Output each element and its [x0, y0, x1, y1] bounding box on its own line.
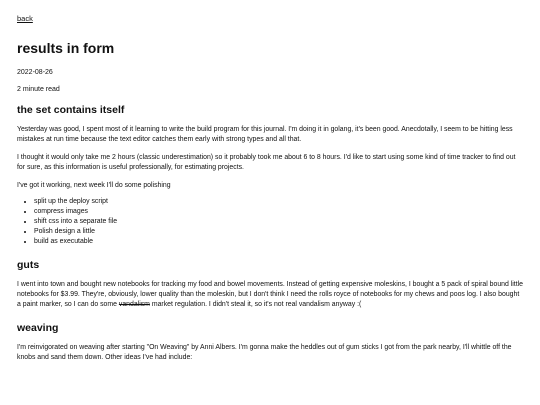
paragraph-text: market regulation. I didn't steal it, so it's not real vandalism anyway :(	[151, 301, 362, 308]
struck-word: vandalism	[118, 301, 150, 308]
section-guts	[17, 259, 523, 310]
list-item: • compress images	[34, 207, 523, 217]
paragraph: I'm reinvigorated on weaving after starting "On Weaving" by Anni Albers. I'm gonna make the heddles out of gum sticks I got from the park nearby, I'll whittle off the knobs and sand them down. Other ideas I've had include:	[17, 344, 512, 361]
read-time: 2 minute read	[17, 86, 60, 93]
paragraph: I thought it would only take me 2 hours (classic underestimation) so it probably took me about 6 to 8 hours. I'd like to start using some kind of time tracker to find out for sure, as this information is useful professionally, for estimating projects.	[17, 154, 516, 171]
list-item: • Polish design a little	[34, 227, 523, 237]
section-set-contains-itself	[17, 104, 523, 247]
section-weaving	[17, 322, 523, 363]
paragraph: Yesterday was good, I spent most of it learning to write the build program for this journal. I'm doing it in golang, it's been good. Anecdotally, I seem to be hitting less mistakes at run time because the text editor catches them early with strong types and all that.	[17, 126, 513, 143]
list-item: • build as executable	[34, 237, 523, 247]
page-title: results in form	[17, 40, 115, 56]
section-heading: guts	[17, 259, 40, 271]
polish-list	[17, 197, 523, 247]
paragraph: I've got it working, next week I'll do some polishing	[17, 182, 171, 189]
section-heading: weaving	[17, 322, 59, 334]
paragraph	[17, 280, 523, 310]
section-heading: the set contains itself	[17, 104, 125, 116]
list-item: • shift css into a separate file	[34, 217, 523, 227]
paragraph-text: I went into town and bought new notebooks for tracking my food and bowel movements. Instead of getting expensive moleskins, I bought a 5 pack of spiral bound little notebooks for $3.99. They're, obviously, lower quality than the moleskin, but I don't think I need the rolls royce of notebooks for my chews and poos log. I also bought a paint marker, so I can do some	[17, 281, 523, 308]
back-link[interactable]: back	[17, 14, 33, 23]
post-date: 2022-08-26	[17, 69, 53, 76]
list-item: • split up the deploy script	[34, 197, 523, 207]
